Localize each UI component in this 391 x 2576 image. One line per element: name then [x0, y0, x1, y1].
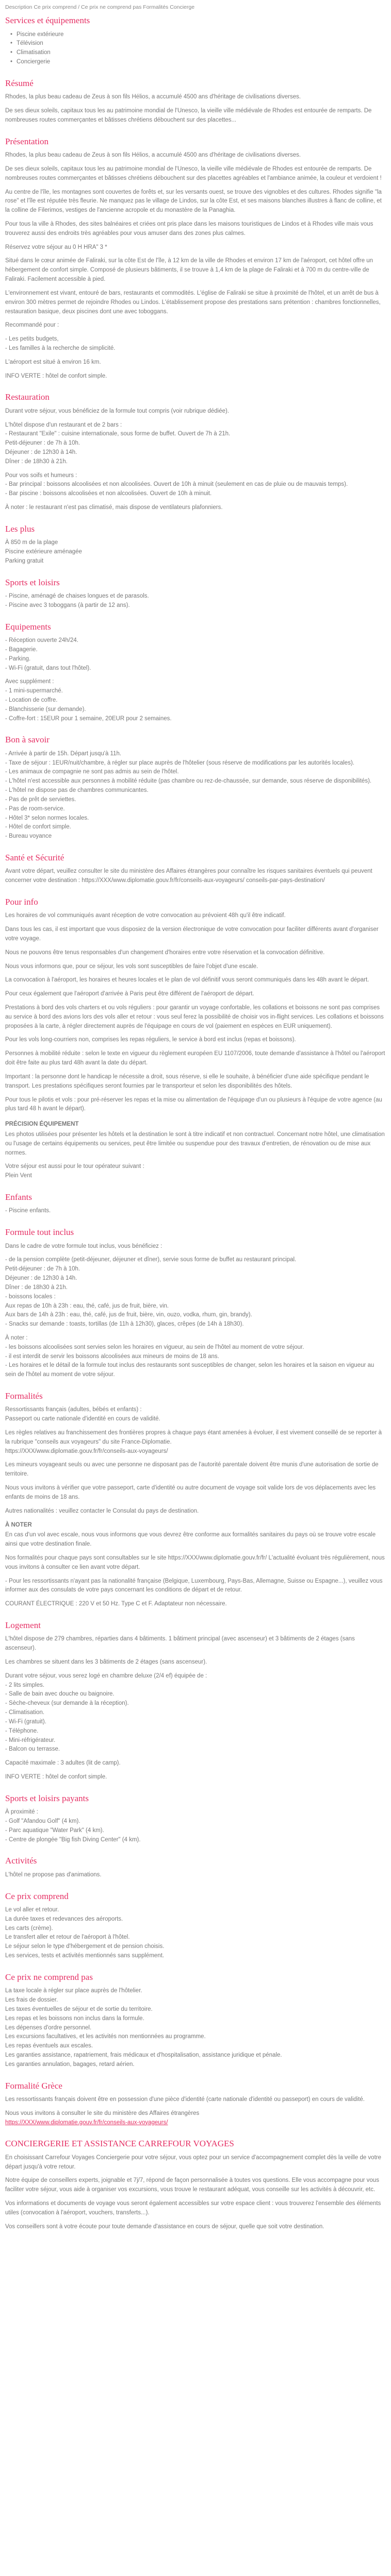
paragraph: - L'hôtel ne dispose pas de chambres communicantes. — [5, 787, 149, 794]
paragraph: - Restaurant "Exile" : cuisine internationale, sous forme de buffet. Ouvert de 7h à 21h. — [5, 431, 231, 437]
paragraph: Nous ne pouvons être tenus responsables d'un changement d'horaires entre votre réservation et la convocation définitive. — [5, 949, 325, 956]
section-sports-loisirs — [5, 578, 386, 611]
paragraph: - Wi-Fi (gratuit, dans tout l'hôtel). — [5, 665, 91, 671]
section-title-formule: Formule tout inclus — [5, 1227, 74, 1238]
paragraph: Pour ceux également que l'aéroport d'arrivée à Paris peut être différent de l'aéroport de départ. — [5, 991, 254, 997]
section-title-sports-payants: Sports et loisirs payants — [5, 1793, 89, 1803]
paragraph: Recommandé pour : — [5, 322, 59, 329]
paragraph: Déjeuner : de 12h30 à 14h. — [5, 449, 77, 456]
paragraph: - Les familles à la recherche de simplicité. — [5, 345, 116, 351]
paragraph: En choisissant Carrefour Voyages Conciergerie pour votre séjour, vous optez pour un service d'accompagnement complet dès la veille de votre départ jusqu'à votre retour. — [5, 2154, 382, 2170]
paragraph: À proximité : — [5, 1809, 38, 1816]
paragraph: - Pas de room-service. — [5, 805, 65, 812]
section-formalite-grece — [5, 2081, 386, 2128]
section-prix-ne-comprend — [5, 1972, 386, 2070]
paragraph: Petit-déjeuner : de 7h à 10h. — [5, 1266, 80, 1273]
paragraph: Vos informations et documents de voyage vous seront également accessibles sur votre espace client : vous trouverez l'ensemble des éléments utiles (convocation à l'aéroport, vouchers, transferts...). — [5, 2200, 381, 2216]
section-title-formalite-grece: Formalité Grèce — [5, 2080, 62, 2091]
paragraph: Votre séjour est aussi pour le tour opérateur suivant : — [5, 1163, 144, 1170]
paragraph: Capacité maximale : 3 adultes (lit de camp). — [5, 1760, 121, 1767]
paragraph: Avant votre départ, veuillez consulter le site du ministère des Affaires étrangères pour connaître les risques sanitaires éventuels qui peuvent concerner votre destination : https://XXX/www.diplomatie.gouv.fr/fr/conseils-aux-voyageurs/ conseils-par-pays-destination/ — [5, 868, 372, 884]
paragraph: Les frais de dossier. — [5, 1997, 58, 2004]
paragraph: Les mineurs voyageant seuls ou avec une personne ne disposant pas de l'autorité parentale doivent être munis d'une autorisation de sortie de territoire. — [5, 1462, 379, 1478]
paragraph: COURANT ÉLECTRIQUE : 220 V et 50 Hz. Type C et F. Adaptateur non nécessaire. — [5, 1601, 227, 1607]
section-title-sports-loisirs: Sports et loisirs — [5, 577, 60, 587]
paragraph: - Bar principal : boissons alcoolisées et non alcoolisées. Ouvert de 10h à minuit (seulement en cas de pluie ou de mauvais temps). — [5, 481, 348, 488]
paragraph: Parking gratuit — [5, 557, 44, 564]
paragraph: Durant votre séjour, vous bénéficiez de la formule tout compris (voir rubrique dédiée). — [5, 408, 230, 414]
paragraph: À noter : — [5, 1334, 28, 1341]
paragraph: Nous vous invitons à consulter le site du ministère des Affaires étrangères — [5, 2110, 200, 2116]
paragraph: - Parc aquatique "Water Park" (4 km). — [5, 1827, 104, 1834]
section-presentation — [5, 137, 386, 381]
paragraph: Ressortissants français (adultes, bébés et enfants) : — [5, 1406, 142, 1413]
section-title-services: Services et équipements — [5, 15, 90, 26]
paragraph: - 1 mini-supermarché. — [5, 688, 63, 694]
paragraph: Petit-déjeuner : de 7h à 10h. — [5, 440, 80, 447]
section-title-prix-ne-comprend: Ce prix ne comprend pas — [5, 1972, 93, 1982]
paragraph: - il est interdit de servir les boissons alcoolisées aux mineurs de moins de 18 ans. — [5, 1353, 219, 1360]
link[interactable]: https://XXX/www.diplomatie.gouv.fr/fr/conseils-aux-voyageurs/ — [5, 1448, 168, 1454]
diplomatie-link[interactable]: https://XXX/www.diplomatie.gouv.fr/fr/conseils-aux-voyageurs/ — [5, 2119, 168, 2126]
paragraph: Pour tous la ville à Rhodes, des sites balnéaires et criées ont pris place dans les maisons touristiques de Lindos et à Rhodes ville mais vous trouverez aussi des endroits très agréables pour vous amuser dans des zones plus calmes. — [5, 221, 373, 236]
section-equipements — [5, 622, 386, 724]
paragraph: - Piscine, aménagé de chaises longues et de parasols. — [5, 593, 149, 600]
paragraph: - Piscine avec 3 toboggans (à partir de 12 ans). — [5, 602, 130, 608]
list-item: • Conciergerie — [17, 58, 386, 67]
paragraph: Durant votre séjour, vous serez logé en chambre deluxe (2/4 ef) équipée de : — [5, 1672, 207, 1679]
section-title-restauration: Restauration — [5, 392, 50, 402]
paragraph: Déjeuner : de 12h30 à 14h. — [5, 1275, 77, 1282]
paragraph: Les chambres se situent dans les 3 bâtiments de 2 étages (sans ascenseur). — [5, 1659, 207, 1666]
paragraph: - Blanchisserie (sur demande). — [5, 706, 86, 713]
paragraph: - Hôtel de confort simple. — [5, 824, 71, 831]
section-title-equipements: Equipements — [5, 621, 51, 632]
paragraph: Rhodes, la plus beau cadeau de Zeus à son fils Hélios, a accumulé 4500 ans d'héritage de civilisations diverses. — [5, 94, 301, 100]
paragraph: De ses dieux soleils, capitaux tous les au patrimoine mondial de l'Unesco, la vieille ville médiévale de Rhodes est entourée de remparts. De nombreuses routes commerçantes et bâtisses chrétiens débouchent sur des placettes... — [5, 108, 372, 123]
paragraph: - boissons locales : — [5, 1293, 56, 1300]
list-item: • Climatisation — [17, 48, 386, 58]
paragraph: Personnes à mobilité réduite : selon le texte en vigueur du règlement européen EU 1107/2006, toute demande d'assistance à l'hôtel ou l'aéroport doit être faite au plus tard 48h avant la date du départ. — [5, 1050, 385, 1066]
paragraph: Pour les vols long-courriers non, comprises les repas réguliers, le service à bord est inclus (repas et boissons). — [5, 1037, 296, 1043]
section-title-activites: Activités — [5, 1856, 37, 1866]
paragraph: La taxe locale à régler sur place auprès de l'hôtelier. — [5, 1988, 142, 1994]
paragraph: - Bagagerie. — [5, 646, 38, 653]
paragraph: - L'hôtel n'est accessible aux personnes à mobilité réduite (pas chambre ou rez-de-chaussée, sur demande, sous réserve de disponibilités). — [5, 778, 372, 785]
paragraph: - Wi-Fi (gratuit). — [5, 1718, 46, 1725]
paragraph: Les repas éventuels aux escales. — [5, 2043, 93, 2049]
paragraph: Dîner : de 18h30 à 21h. — [5, 1284, 68, 1291]
paragraph: À 850 m de la plage — [5, 539, 58, 546]
section-title-presentation: Présentation — [5, 136, 49, 146]
section-title-logement: Logement — [5, 1620, 41, 1631]
page — [5, 3, 386, 2232]
paragraph: Les ressortissants français doivent être en possession d'une pièce d'identité (carte nationale d'identité ou passeport) en cours de validité. — [5, 2096, 365, 2103]
section-formule — [5, 1227, 386, 1380]
paragraph-heading: À NOTER — [5, 1521, 32, 1528]
breadcrumb: Description Ce prix comprend / Ce prix ne comprend pas Formalités Concierge — [5, 4, 195, 10]
paragraph: Le transfert aller et retour de l'aéroport à l'hôtel. — [5, 1934, 130, 1941]
paragraph: En cas d'un vol avec escale, nous vous informons que vous devrez être conforme aux formalités sanitaires du pays où se trouve votre escale ainsi que votre destination finale. — [5, 1532, 376, 1548]
paragraph: L'hôtel dispose de 279 chambres, réparties dans 4 bâtiments. 1 bâtiment principal (avec ascenseur) et 3 bâtiments de 2 étages (sans ascenseur). — [5, 1636, 355, 1652]
services-list — [5, 30, 386, 67]
paragraph: - 2 lits simples. — [5, 1682, 45, 1688]
section-les-plus — [5, 524, 386, 566]
paragraph: La convocation à l'aéroport, les horaires et heures locales et le plan de vol définitif vous seront communiqués dans les 48h avant le départ. — [5, 977, 369, 984]
paragraph: - Réception ouverte 24h/24. — [5, 637, 78, 644]
section-activites — [5, 1856, 386, 1879]
section-restauration — [5, 392, 386, 513]
paragraph: - Balcon ou terrasse. — [5, 1746, 60, 1753]
section-title-formalites: Formalités — [5, 1391, 43, 1401]
section-title-les-plus: Les plus — [5, 523, 35, 534]
paragraph: L'aéroport est situé à environ 16 km. — [5, 359, 101, 365]
paragraph: Pour tous le pilotis et vols : pour pré-réserver les repas et la mise ou alimentation de l'équipage d'un ou plusieurs à l'équipe de votre agence (au plus tard 48 h avant le départ). — [5, 1096, 382, 1112]
paragraph: - Hôtel 3* selon normes locales. — [5, 815, 89, 821]
paragraph: À noter : le restaurant n'est pas climatisé, mais dispose de ventilateurs plafonniers. — [5, 504, 223, 511]
section-pour-info — [5, 897, 386, 1114]
paragraph: - Pas de prêt de serviettes. — [5, 796, 76, 803]
paragraph: - Salle de bain avec douche ou baignoire. — [5, 1691, 115, 1698]
paragraph: Nous vous invitons à vérifier que votre passeport, carte d'identité ou autre document de voyage soit valide lors de vos déplacements avec les enfants de moins de 18 ans. — [5, 1485, 376, 1500]
paragraph: - de la pension complète (petit-déjeuner, déjeuner et dîner), servie sous forme de buffet au restaurant principal. — [5, 1257, 297, 1263]
paragraph: - Bar piscine : boissons alcoolisées et non alcoolisées. Ouvert de 10h à minuit. — [5, 490, 212, 497]
paragraph: Nos formalités pour chaque pays sont consultables sur le site https://XXX/www.diplomatie.gouv.fr/fr/ L'actualité évoluant très régulièrement, nous vous invitons à consulter ce lien avant votre départ. — [5, 1554, 385, 1570]
paragraph: Pour vos soifs et humeurs : — [5, 472, 77, 479]
paragraph: Dîner : de 18h30 à 21h. — [5, 458, 68, 465]
paragraph: Au centre de l'île, les montagnes sont couvertes de forêts et, sur les versants ouest, se trouve des vignobles et des cultures. Rhodes signifie "la rose" et l'île est réputée très fleurie. Ne manquez pas le village de Lindos, sur la côte Est, et ses maisons blanches illustres à flanc de colline, et la colline de Filerimos, vestiges de l'ancienne acropole et du monastère de la Panaghia. — [5, 189, 382, 214]
paragraph: - Téléphone. — [5, 1727, 39, 1734]
paragraph: Les règles relatives au franchissement des frontières propres à chaque pays étant amenées à évoluer, il est vivement conseillé de se reporter à la rubrique "conseils aux voyageurs" du site France-Diplomatie. — [5, 1430, 382, 1445]
paragraph: Les services, tests et activités mentionnés sans supplément. — [5, 1953, 165, 1959]
paragraph: - Taxe de séjour : 1EUR/nuit/chambre, à régler sur place auprès de l'hôtelier (sous réserve de modifications par les autorités locales). — [5, 759, 354, 766]
paragraph: - les boissons alcoolisées sont servies selon les horaires en vigueur, au sein de l'hôtel au moment de votre séjour. — [5, 1344, 304, 1350]
section-title-bon-a-savoir: Bon à savoir — [5, 735, 50, 745]
section-title-resume: Résumé — [5, 78, 34, 88]
paragraph: Les photos utilisées pour présenter les hôtels et la destination le sont à titre indicatif et non contractuel. Concernant notre hôtel, une climatisation ou l'usage de certains équipements ou services, peut être limitée ou suspendue pour des travaux d'entretien, de rénovation ou de mise aux normes. — [5, 1131, 385, 1156]
section-enfants — [5, 1192, 386, 1216]
paragraph: L'hôtel dispose d'un restaurant et de 2 bars : — [5, 421, 122, 428]
section-sports-payants — [5, 1793, 386, 1845]
paragraph: - Arrivée à partir de 15h. Départ jusqu'à 11h. — [5, 750, 122, 757]
paragraph: Dans le cadre de votre formule tout inclus, vous bénéficiez : — [5, 1243, 162, 1249]
paragraph: Les garanties annulation, bagages, retard aérien. — [5, 2061, 135, 2067]
section-formalites — [5, 1391, 386, 1516]
paragraph: Avec supplément : — [5, 679, 54, 685]
paragraph: Le séjour selon le type d'hébergement et de pension choisis. — [5, 1943, 165, 1950]
paragraph: Important : la personne dont le handicap le nécessite a droit, sous réserve, si elle le souhaite, à bénéficier d'une aide spécifique pendant le transport. Les prestations spécifiques seront fournies par le transporteur et selon les disponibilités des hôtels. — [5, 1073, 369, 1089]
paragraph: Les excursions facultatives, et les activités non mentionnées au programme. — [5, 2033, 206, 2040]
paragraph: Autres nationalités : veuillez contacter le Consulat du pays de destination. — [5, 1507, 199, 1514]
paragraph: Piscine extérieure aménagée — [5, 549, 82, 555]
paragraph: - Les horaires et le détail de la formule tout inclus des restaurants sont susceptibles de changer, selon les horaires et la saison en vigueur au sein de l'hôtel au moment de votre séjour. — [5, 1362, 374, 1378]
section-logement — [5, 1620, 386, 1782]
paragraph: - Parking. — [5, 655, 31, 662]
paragraph: Les horaires de vol communiqués avant réception de votre convocation au prévoient 48h qu'il être indicatif. — [5, 912, 286, 919]
paragraph: Réservez votre séjour au 0 H HRA" 3 * — [5, 244, 107, 250]
paragraph: - Climatisation. — [5, 1709, 45, 1716]
paragraph: L'environnement est vivant, entouré de bars, restaurants et commodités. L'église de Faliraki se situe à proximité de l'hôtel, et un arrêt de bus à environ 300 mètres permet de rejoindre Rhodes ou Lindos. L'établissement propose des prestations sans prétention : chambres fonctionnelles, restauration basique, deux piscines dont une avec toboggans. — [5, 290, 381, 315]
section-prix-comprend — [5, 1891, 386, 1961]
paragraph: Rhodes, la plus beau cadeau de Zeus à son fils Hélios, a accumulé 4500 ans d'héritage de civilisations diverses. — [5, 152, 301, 159]
paragraph: INFO VERTE : hôtel de confort simple. — [5, 372, 107, 379]
paragraph: Les carts (crème). — [5, 1925, 53, 1931]
paragraph: Les repas et les boissons non inclus dans la formule. — [5, 2015, 144, 2022]
paragraph: Les garanties assistance, rapatriement, frais médicaux et d'hospitalisation, assistance juridique et pénale. — [5, 2052, 282, 2058]
section-a-noter — [5, 1521, 386, 1609]
paragraph: - Pour les ressortissants n'ayant pas la nationalité française (Belgique, Luxembourg, Pays-Bas, Allemagne, Suisse ou Espagne...), veuillez vous informer aux des consulats de votre pays concernant les conditions de départ et de retour. — [5, 1578, 383, 1594]
section-title-sante: Santé et Sécurité — [5, 852, 64, 862]
paragraph: Les taxes éventuelles de séjour et de sortie du territoire. — [5, 2006, 153, 2012]
paragraph: - Snacks sur demande : toasts, tortillas (de 11h à 12h30), glaces, crêpes (de 14h à 18h30). — [5, 1321, 244, 1328]
section-services — [5, 15, 386, 67]
paragraph: Nous vous informons que, pour ce séjour, les vols sont susceptibles de faire l'objet d'une escale. — [5, 963, 258, 970]
paragraph: - Location de coffre. — [5, 697, 58, 703]
paragraph: Prestations à bord des vols charters et ou vols réguliers : pour garantir un voyage confortable, les collations et boissons ne sont pas comprises au service à bord des avions lors des vols aller et retour : vous seul ferez la possibilité de choisir vos in-flight services. Les collations et boissons proposées à la carte, à régler directement auprès de l'équipage en cours de vol (paiement en espèces en EUR uniquement). — [5, 1005, 384, 1029]
paragraph: - Mini-réfrigérateur. — [5, 1737, 56, 1743]
paragraph: - Les petits budgets, — [5, 336, 59, 343]
paragraph: - Centre de plongée "Big fish Diving Center" (4 km). — [5, 1836, 141, 1843]
section-bon-a-savoir — [5, 735, 386, 841]
paragraph: Aux repas de 10h à 23h : eau, thé, café, jus de fruit, bière, vin. — [5, 1302, 169, 1309]
paragraph: Passeport ou carte nationale d'identité en cours de validité. — [5, 1416, 160, 1422]
paragraph: - Coffre-fort : 15EUR pour 1 semaine, 20EUR pour 2 semaines. — [5, 715, 172, 722]
paragraph: Notre équipe de conseillers experts, joignable et 7j/7, répond de façon personnalisée à toutes vos questions. Elle vous accompagne pour vous faciliter votre séjour, vous aide à organiser vos excursions, vous trouve le restaurant adéquat, vous conseille sur les activités à découvrir, etc. — [5, 2177, 379, 2193]
section-precision — [5, 1120, 386, 1181]
paragraph: La durée taxes et redevances des aéroports. — [5, 1916, 123, 1922]
paragraph: Le vol aller et retour. — [5, 1907, 59, 1913]
paragraph: - Piscine enfants. — [5, 1208, 51, 1214]
list-item: • Télévision — [17, 39, 386, 48]
paragraph: L'hôtel ne propose pas d'animations. — [5, 1871, 102, 1878]
section-title-concierge: CONCIERGERIE ET ASSISTANCE CARREFOUR VOYAGES — [5, 2139, 234, 2149]
section-sante — [5, 853, 386, 886]
section-resume — [5, 78, 386, 125]
paragraph: - Sèche-cheveux (sur demande à la réception). — [5, 1700, 129, 1707]
paragraph: De ses dieux soleils, capitaux tous les au patrimoine mondial de l'Unesco, la vieille ville médiévale de Rhodes est entourée de remparts. De nombreuses routes commerçantes et bâtisses chrétiens débouchent sur des placettes agréables et l'ambiance animée, la couleur et verdoient ! — [5, 165, 382, 181]
paragraph: - Les animaux de compagnie ne sont pas admis au sein de l'hôtel. — [5, 769, 179, 775]
section-title-prix-comprend: Ce prix comprend — [5, 1891, 69, 1901]
paragraph: Les dépenses d'ordre personnel. — [5, 2024, 92, 2031]
section-concierge — [5, 2139, 386, 2231]
paragraph-heading: PRÉCISION ÉQUIPEMENT — [5, 1121, 79, 1128]
paragraph: Situé dans le cœur animée de Faliraki, sur la côte Est de l'île, à 12 km de la ville de Rhodes et environ 17 km de l'aéroport, cet hôtel offre un hébergement de confort simple. Composé de plusieurs bâtiments, il se trouve à 1,4 km de la plage de Faliraki et à 700 m du centre-ville de Faliraki. Facilement accessible à pied. — [5, 258, 373, 283]
paragraph: Vos conseillers sont à votre écoute pour toute demande d'assistance en cours de séjour, quelle que soit votre destination. — [5, 2223, 324, 2230]
section-title-pour-info: Pour info — [5, 896, 38, 907]
list-item: • Piscine extérieure — [17, 30, 386, 40]
paragraph: Aux bars de 14h à 23h : eau, thé, café, jus de fruit, bière, vin, ouzo, vodka, rhum, gin, brandy). — [5, 1312, 252, 1318]
paragraph: Plein Vent — [5, 1173, 32, 1179]
paragraph: INFO VERTE : hôtel de confort simple. — [5, 1773, 107, 1780]
paragraph: Dans tous les cas, il est important que vous disposiez de la version électronique de votre convocation pour faciliter différents avant d'organiser votre voyage. — [5, 926, 379, 942]
paragraph: - Golf "Afandou Golf" (4 km). — [5, 1818, 80, 1824]
paragraph: - Bureau voyance — [5, 833, 52, 840]
section-title-enfants: Enfants — [5, 1192, 32, 1202]
